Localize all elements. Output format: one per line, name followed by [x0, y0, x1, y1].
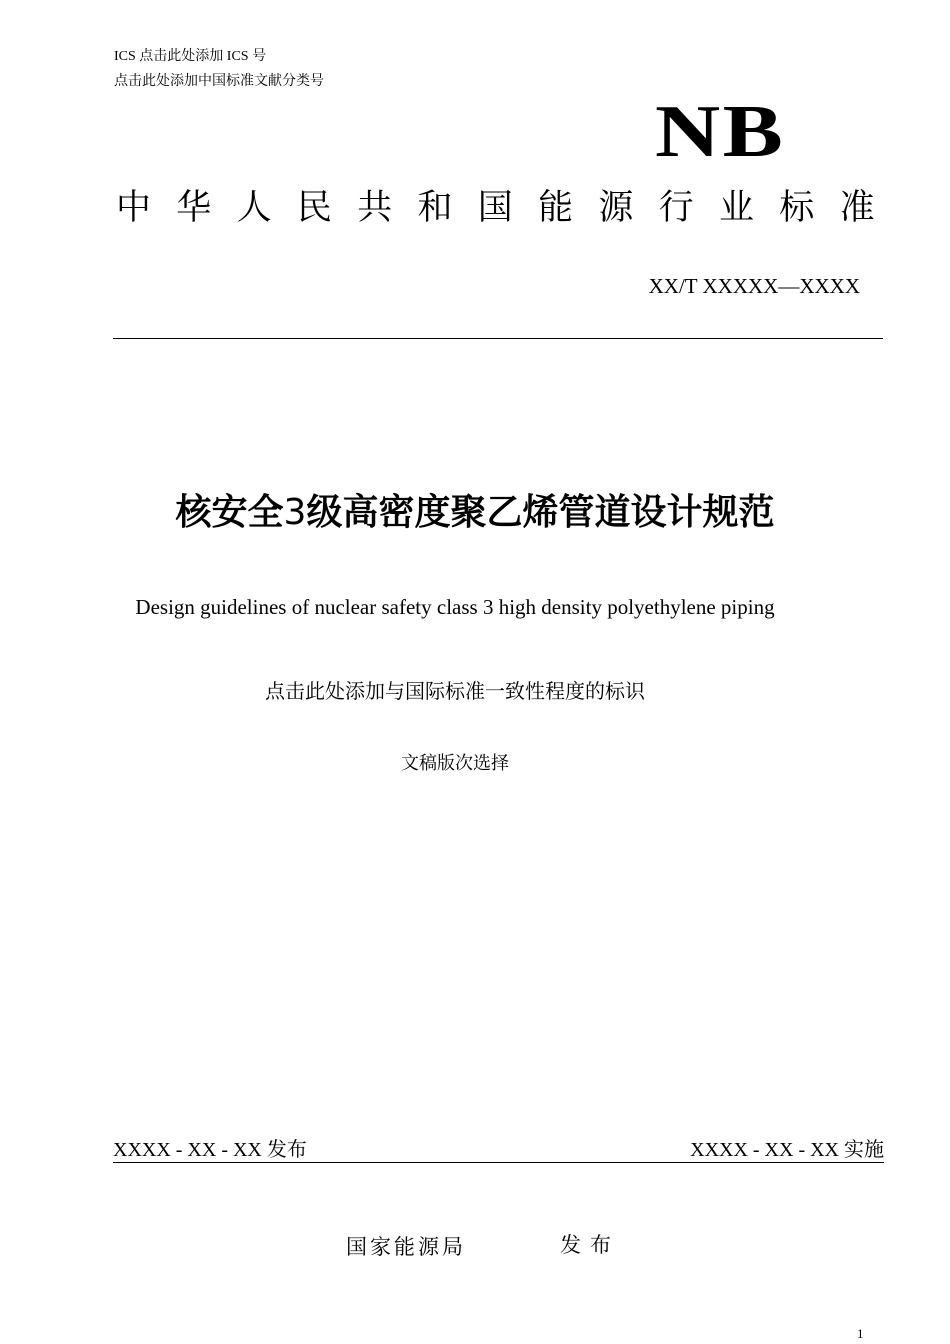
- standard-code: XX/T XXXXX—XXXX: [648, 274, 860, 298]
- title-zh-class-number: 3: [283, 492, 307, 533]
- document-title-en: Design guidelines of nuclear safety class 3 high density polyethylene piping: [135, 595, 775, 619]
- date-divider: [113, 1162, 884, 1163]
- header-divider: [113, 338, 883, 339]
- title-zh-part1: 核安全: [175, 492, 284, 533]
- issuing-authority: 国家能源局: [346, 1235, 466, 1259]
- conformity-placeholder-field[interactable]: 点击此处添加与国际标准一致性程度的标识: [265, 681, 645, 703]
- ics-number-field[interactable]: ICS 点击此处添加 ICS 号: [114, 49, 267, 64]
- ccs-classification-field[interactable]: 点击此处添加中国标准文献分类号: [114, 74, 324, 89]
- issue-label: 发布: [560, 1233, 620, 1257]
- draft-version-selector[interactable]: 文稿版次选择: [401, 753, 509, 773]
- title-zh-part2: 级高密度聚乙烯管道设计规范: [306, 492, 775, 533]
- page-number: 1: [857, 1326, 864, 1341]
- implement-date: XXXX - XX - XX 实施: [690, 1139, 884, 1161]
- nb-logo: NB: [655, 91, 786, 173]
- publish-date: XXXX - XX - XX 发布: [113, 1139, 307, 1161]
- standard-category-title: 中华人民共和国能源行业标准: [116, 188, 900, 228]
- document-title-zh: [0, 488, 950, 538]
